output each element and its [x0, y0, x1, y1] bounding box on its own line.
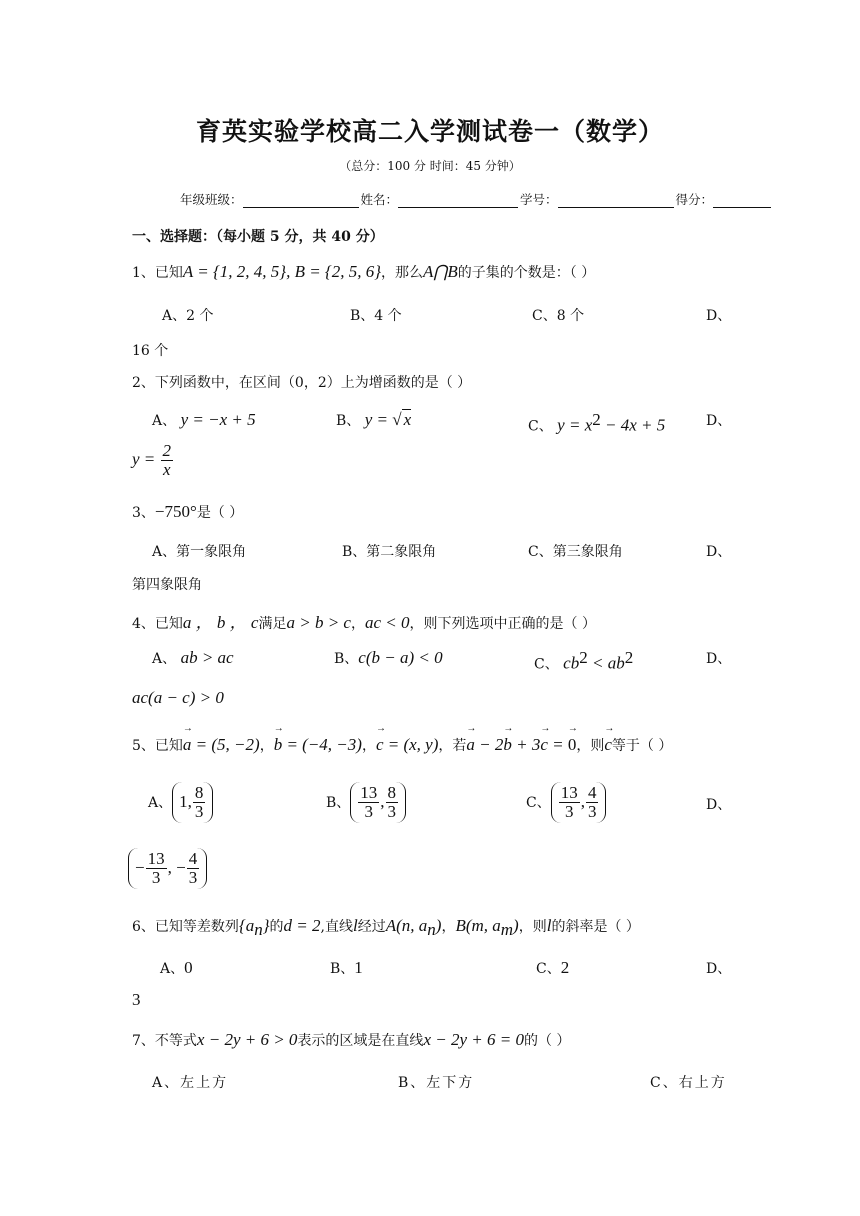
q1-option-c: C、8 个	[532, 308, 585, 324]
q4-option-b: B、c(b − a) < 0	[334, 648, 443, 667]
section-choice-heading: 一、选择题：（每小题 5 分，共 40 分）	[132, 229, 384, 245]
id-blank[interactable]	[558, 193, 674, 208]
q5-option-a: A、 1, $\frac{8}{3}$	[148, 782, 213, 823]
question-7-stem: 7、不等式x − 2y + 6 > 0表示的区域是在直线x − 2y + 6 = 0的（ ）	[132, 1030, 571, 1049]
question-3-stem: 3、−750°是（ ）	[132, 502, 244, 521]
q3-option-c: C、第三象限角	[528, 544, 623, 560]
grade-blank[interactable]	[243, 193, 359, 208]
q3-option-d-wrap: 第四象限角	[132, 577, 202, 593]
q2-option-b: B、 y = √ x	[336, 410, 412, 429]
question-5-stem: 5、已知→ a = (5, −2)，→ b = (−4, −3)，→ c = (x, y)，若→ a − 2→ b + 3→ c = → 0，则→ c等于（ ）	[132, 735, 672, 755]
q1-option-d: D、	[706, 308, 732, 324]
q3-option-d: D、	[706, 544, 732, 560]
name-blank[interactable]	[398, 193, 518, 208]
q4-option-d: D、	[706, 651, 732, 667]
q7-option-a: A、左上方	[152, 1075, 229, 1091]
q5-option-c: C、 $\frac{13}{3}$ , $\frac{4}{3}$	[526, 782, 606, 823]
q4-option-d-wrap: ac(a − c) > 0	[132, 688, 224, 707]
q4-option-c: C、 $cb^2 < ab^2$	[534, 648, 634, 673]
exam-title: 育英实验学校高二入学测试卷一（数学）	[195, 117, 664, 146]
q2-option-d-wrap: y = $\frac{2}{x}$	[132, 441, 172, 479]
q4-option-a: A、 ab > ac	[152, 648, 234, 667]
q1-option-a: A、2 个	[162, 308, 214, 324]
q5-option-d-wrap: − $\frac{13}{3}$ , − $\frac{4}{3}$	[128, 848, 207, 889]
question-2-stem: 2、下列函数中，在区间（0，2）上为增函数的是（ ）	[132, 375, 472, 391]
q3-option-b: B、第二象限角	[342, 544, 437, 560]
q2-option-a: A、 y = −x + 5	[152, 410, 256, 429]
score-blank[interactable]	[713, 193, 771, 208]
q5-option-d: D、	[706, 797, 732, 813]
q2-option-d: D、	[706, 413, 732, 429]
score-label: 得分：	[675, 192, 714, 207]
q1-option-b: B、4 个	[350, 308, 402, 324]
student-info-line	[180, 190, 773, 208]
q6-option-d-wrap: 3	[132, 990, 141, 1009]
grade-label: 年级班级：	[180, 192, 243, 207]
name-label: 姓名：	[360, 192, 399, 207]
q7-option-c: C、右上方	[650, 1075, 727, 1091]
q1-option-d-wrap: 16 个	[132, 343, 169, 359]
q6-option-c: C、2	[536, 958, 570, 977]
q2-option-c: C、 $y = x^2 - 4x + 5$	[528, 410, 666, 435]
q6-option-d: D、	[706, 961, 732, 977]
q7-option-b: B、左下方	[398, 1075, 475, 1091]
q5-option-b: B、 $\frac{13}{3}$ , $\frac{8}{3}$	[326, 782, 406, 823]
id-label: 学号：	[520, 192, 558, 207]
q6-option-b: B、1	[330, 958, 363, 977]
question-1-stem: 1、已知A = {1, 2, 4, 5}, B = {2, 5, 6}，那么A⋂B的子集的个数是：（ ）	[132, 262, 596, 281]
question-6-stem: 6、已知等差数列$\{a_n\}$的d = 2,直线l经过A(n, $a_n$)，B(m, $a_m$)，则l的斜率是（ ）	[132, 916, 640, 939]
q6-option-a: A、0	[160, 958, 193, 977]
q3-option-a: A、第一象限角	[152, 544, 247, 560]
question-4-stem: 4、已知a ， b ， c满足a > b > c，ac < 0，则下列选项中正确的是（ ）	[132, 613, 596, 632]
exam-subtitle: （总分：100 分 时间：45 分钟）	[339, 159, 521, 173]
